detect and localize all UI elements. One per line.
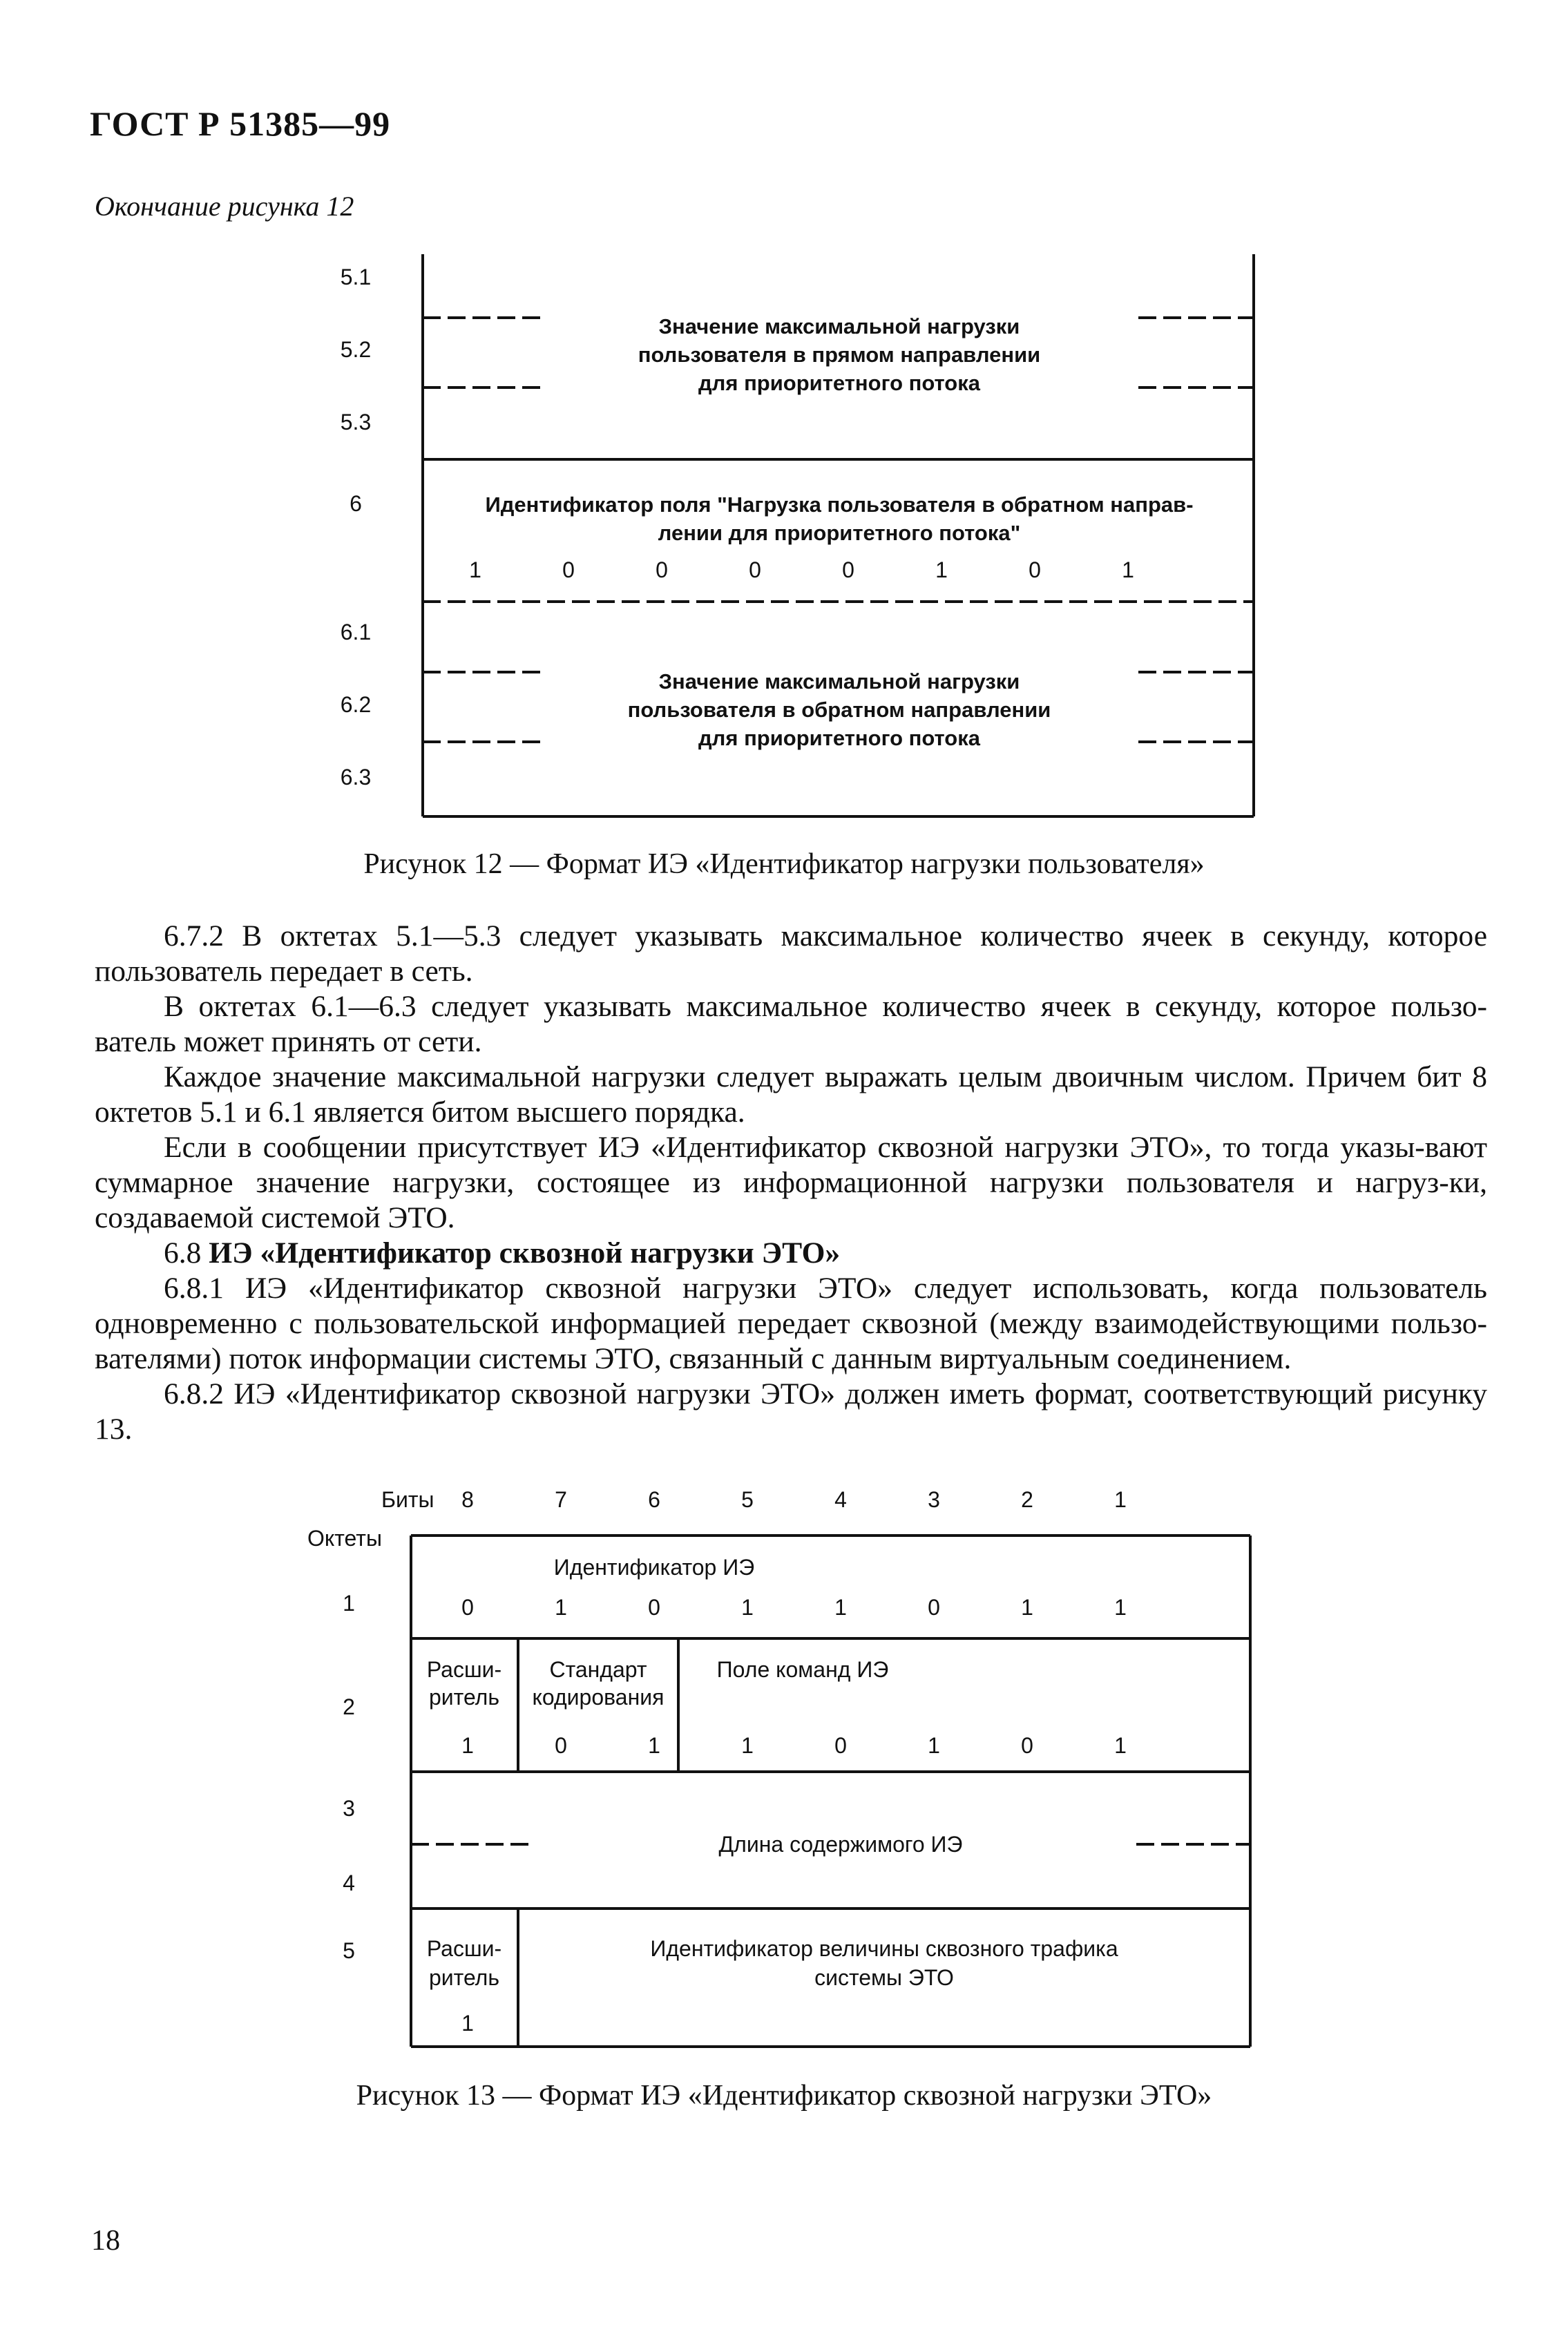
bit-value: 0 [842,557,854,582]
bit-number: 4 [834,1487,847,1512]
command-field-label: Поле команд ИЭ [716,1657,889,1682]
bit-value: 0 [928,1595,940,1620]
octet-label: 6.1 [340,620,372,644]
bit-value: 0 [834,1733,847,1758]
octet-label: 6.3 [340,765,372,790]
bit-value: 0 [648,1595,660,1620]
paragraph: Каждое значение максимальной нагрузки следует выражать целым двоичным числом. Причем бит 8 октетов 5.1 и 6.1 является битом высшего порядка. [95,1060,1487,1129]
body-text [95,919,1487,1447]
coding-standard-label: кодирования [532,1685,665,1710]
bit-value: 1 [461,2011,474,2036]
extension-label: Расши- [426,1657,502,1682]
paragraph: Если в сообщении присутствует ИЭ «Идентификатор сквозной нагрузки ЭТО», то тогда указы-вают суммарное значение нагрузки, состоящее из информационной нагрузки пользователя и нагруз-ки, создаваемой системой ЭТО. [95,1131,1487,1234]
figure-13-diagram [0,1478,1568,2100]
page-number: 18 [91,2225,120,2257]
bit-value: 0 [656,557,668,582]
paragraph: 6.8.1 ИЭ «Идентификатор сквозной нагрузки ЭТО» следует использовать, когда пользователь одновременно с пользовательской информацией передает сквозной (между взаимодействующими пользо-вателями) поток информации системы ЭТО, связанный с данным виртуальным соединением. [95,1272,1487,1375]
octet-label: 3 [343,1796,355,1821]
bit-value: 1 [741,1733,754,1758]
paragraph: В октетах 6.1—6.3 следует указывать максимальное количество ячеек в секунду, которое пользо-ватель может принять от сети. [95,990,1487,1058]
bit-number: 8 [461,1487,474,1512]
field-value-text: Значение максимальной нагрузки [658,314,1020,338]
octet-label: 4 [343,1871,355,1895]
field-value-text: пользователя в обратном направлении [627,698,1051,722]
octet-label: 5.3 [340,410,372,434]
ie-identifier-label: Идентификатор ИЭ [553,1555,755,1580]
bit-value: 0 [461,1595,474,1620]
octet-label: 5.1 [340,265,372,289]
bit-number: 5 [741,1487,754,1512]
bit-value: 1 [648,1733,660,1758]
bit-number: 1 [1114,1487,1127,1512]
field-value-text: для приоритетного потока [698,371,980,395]
bit-value: 1 [741,1595,754,1620]
bit-value: 0 [1021,1733,1033,1758]
bit-value: 0 [749,557,761,582]
field-value-text: для приоритетного потока [698,726,980,750]
field-identifier-text: лении для приоритетного потока" [658,521,1021,545]
bit-value: 1 [1114,1595,1127,1620]
figure-continuation-label: Окончание рисунка 12 [95,191,354,222]
octet-label: 2 [343,1694,355,1719]
figure-13-caption: Рисунок 13 — Формат ИЭ «Идентификатор сквозной нагрузки ЭТО» [356,2080,1212,2112]
field-value-text: пользователя в прямом направлении [638,343,1041,367]
octet-label: 5 [343,1938,355,1963]
bits-axis-label: Биты [381,1487,434,1512]
octets-axis-label: Октеты [307,1526,382,1551]
bit-value: 0 [562,557,575,582]
content-length-label: Длина содержимого ИЭ [718,1832,963,1857]
section-heading [95,1236,1487,1271]
octet-label: 6 [350,491,362,516]
bit-value: 1 [1021,1595,1033,1620]
coding-standard-label: Стандарт [549,1657,647,1682]
paragraph: 6.7.2 В октетах 5.1—5.3 следует указывать максимальное количество ячеек в секунду, которое пользователь передает в сеть. [95,919,1487,988]
section-title: ИЭ «Идентификатор сквозной нагрузки ЭТО» [209,1236,841,1270]
bit-value: 1 [469,557,481,582]
field-identifier-text: Идентификатор поля "Нагрузка пользователя в обратном направ- [485,492,1194,517]
extension-label: Расши- [426,1936,502,1961]
extension-label: ритель [428,1965,500,1990]
bit-number: 6 [648,1487,660,1512]
bit-value: 1 [1122,557,1134,582]
bit-value: 1 [928,1733,940,1758]
bit-value: 1 [461,1733,474,1758]
octet-label: 5.2 [340,337,372,362]
octet-label: 1 [343,1591,355,1616]
bit-value: 1 [555,1595,567,1620]
paragraph: 6.8.2 ИЭ «Идентификатор сквозной нагрузки ЭТО» должен иметь формат, соответствующий рисунку 13. [95,1377,1487,1446]
bit-number: 7 [555,1487,567,1512]
bit-value: 0 [555,1733,567,1758]
traffic-identifier-label: Идентификатор величины сквозного трафика [650,1936,1118,1961]
bit-value: 1 [834,1595,847,1620]
bit-value: 1 [935,557,948,582]
section-number: 6.8 [164,1236,202,1270]
figure-12-caption: Рисунок 12 — Формат ИЭ «Идентификатор нагрузки пользователя» [363,848,1205,880]
bit-number: 3 [928,1487,940,1512]
octet-label: 6.2 [340,692,372,717]
bit-number: 2 [1021,1487,1033,1512]
bit-value: 1 [1114,1733,1127,1758]
traffic-identifier-label: системы ЭТО [814,1965,954,1990]
bit-value: 0 [1029,557,1041,582]
document-header: ГОСТ Р 51385—99 [90,104,391,143]
extension-label: ритель [428,1685,500,1710]
field-value-text: Значение максимальной нагрузки [658,669,1020,693]
